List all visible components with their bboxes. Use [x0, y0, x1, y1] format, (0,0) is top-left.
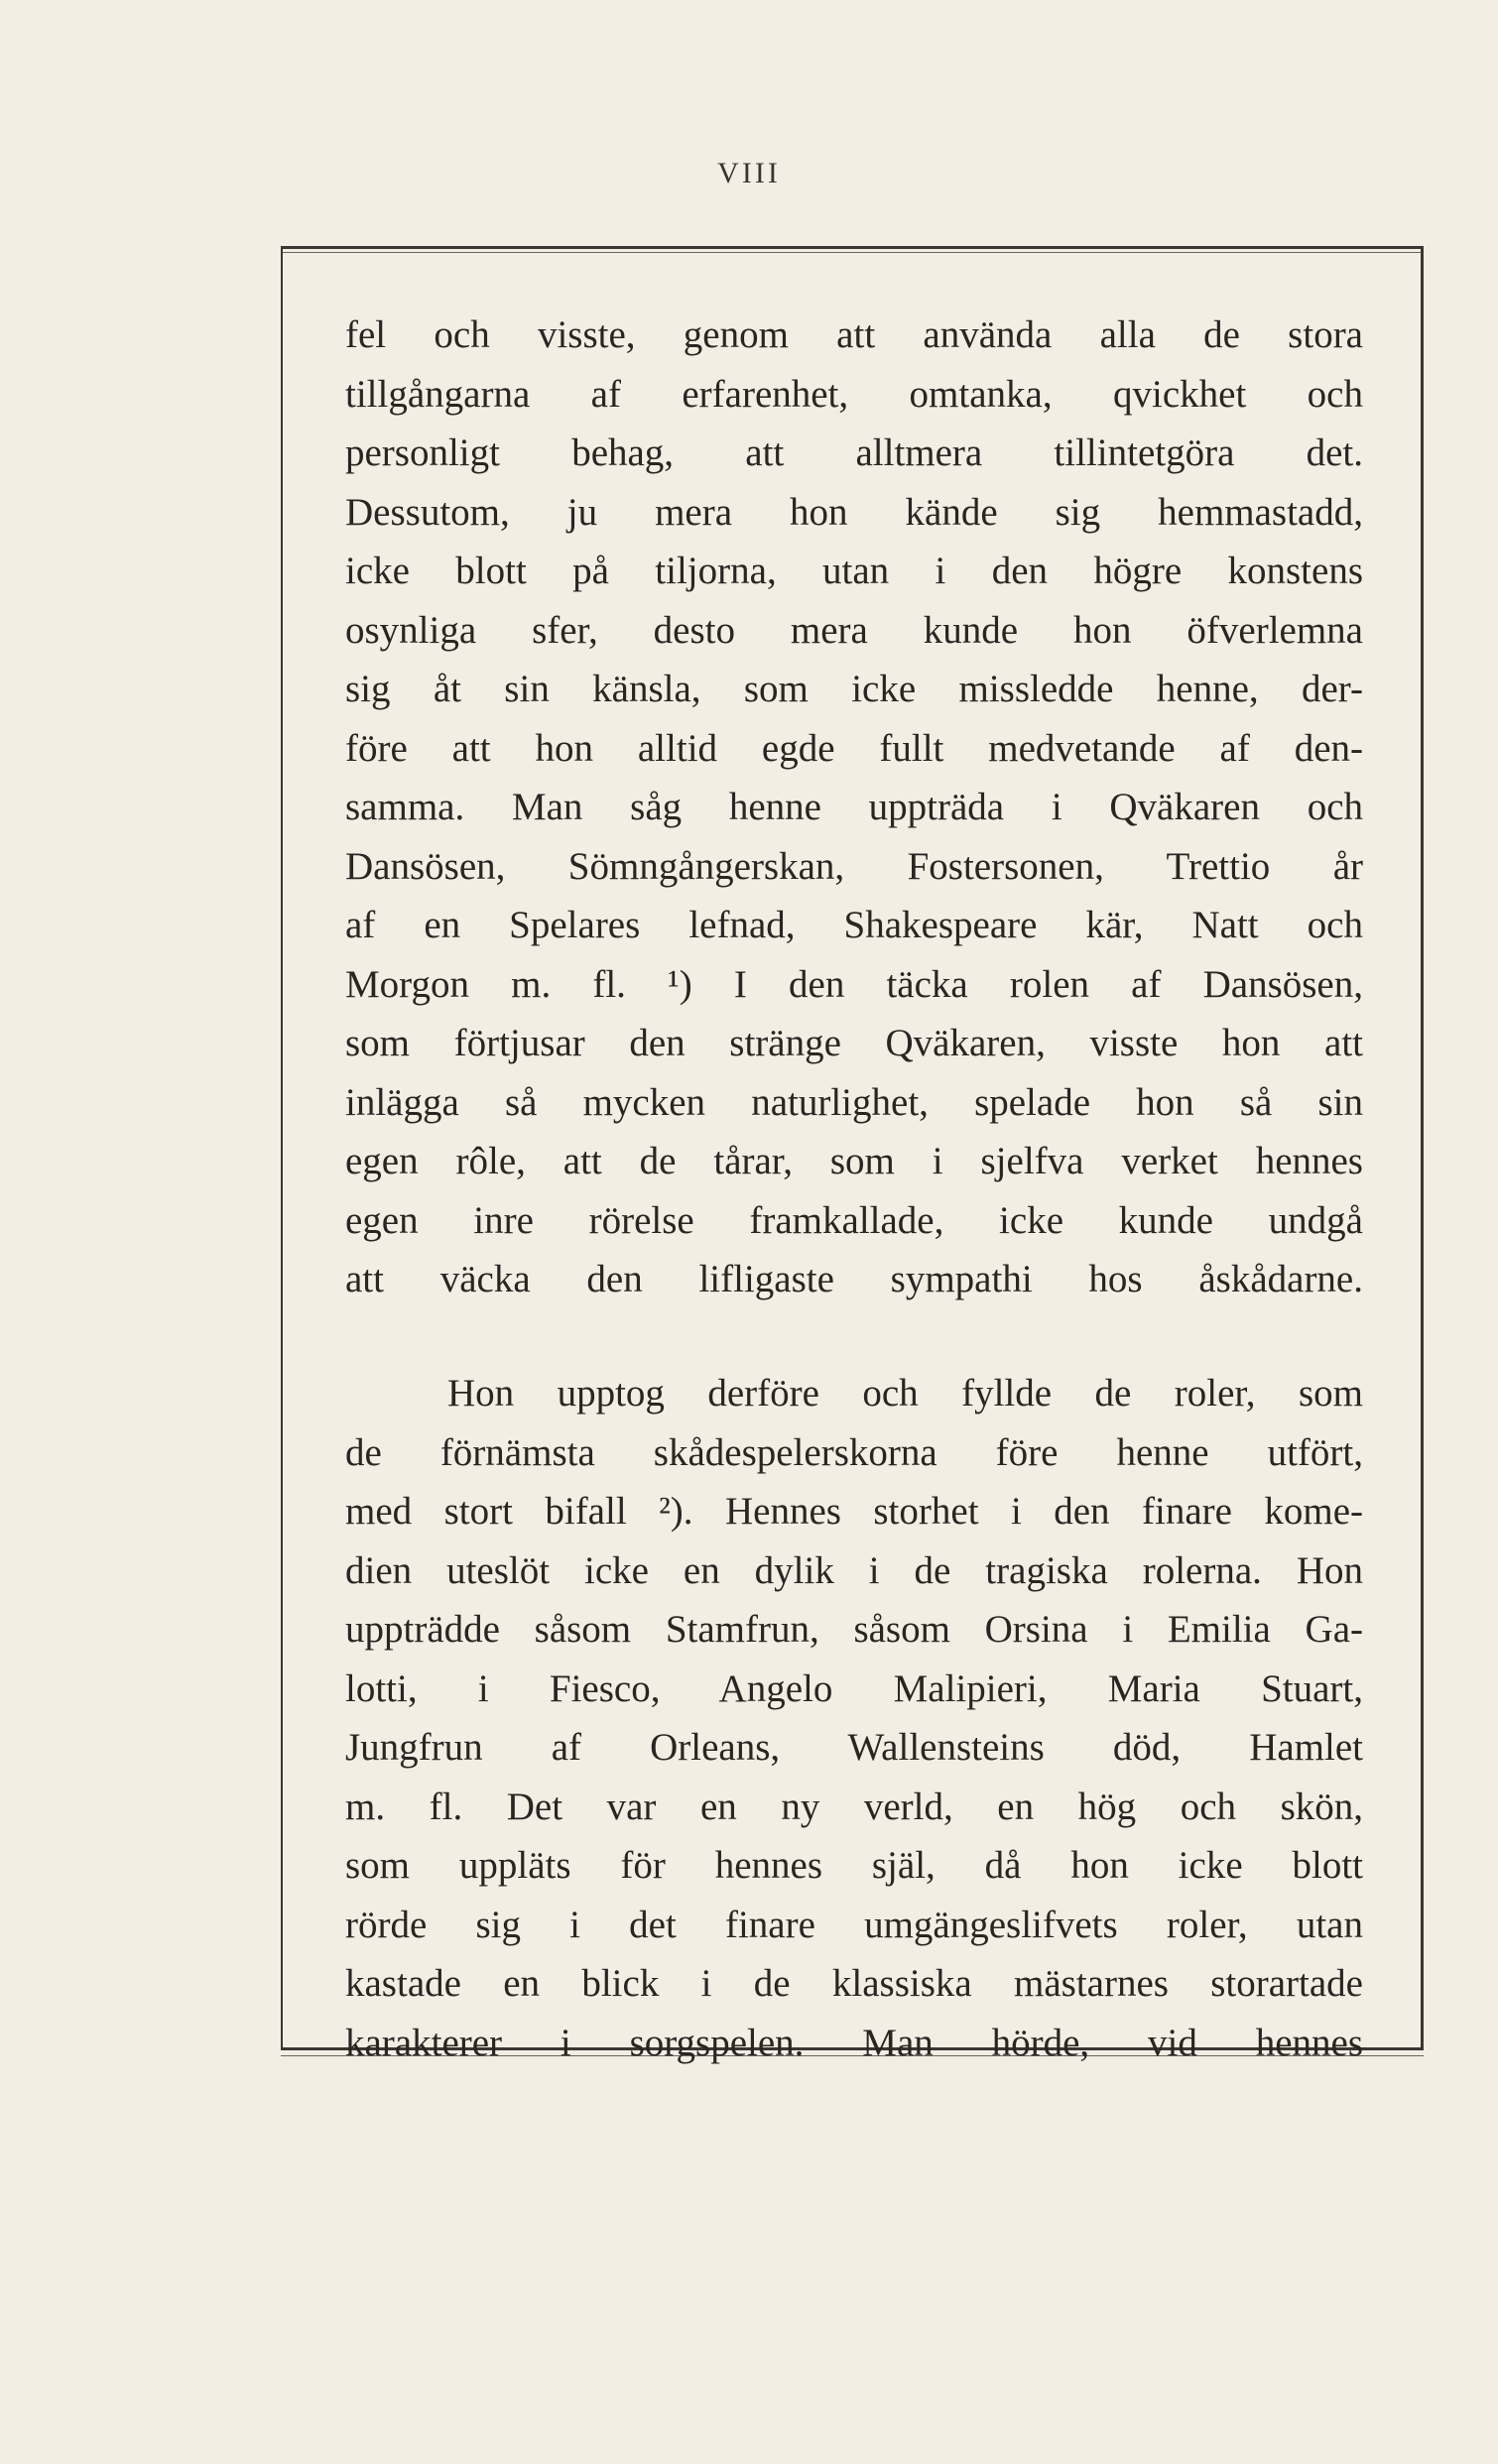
text-line: att väcka den lifligaste sympathi hos åskådarne. — [345, 1258, 1363, 1300]
text-line: egen rôle, att de tårar, som i sjelfva verket hennes — [345, 1140, 1363, 1182]
paragraph-1 — [345, 306, 1363, 1309]
paragraph-2 — [345, 1364, 1363, 2072]
text-line: osynliga sfer, desto mera kunde hon öfverlemna — [345, 608, 1363, 652]
text-line: som förtjusar den stränge Qväkaren, visste hon att — [345, 1022, 1363, 1064]
text-line: fel och visste, genom att använda alla de stora — [345, 313, 1363, 356]
text-line: af en Spelares lefnad, Shakespeare kär, Natt och — [345, 904, 1363, 946]
frame-right-rule — [1421, 246, 1424, 2047]
text-line: lotti, i Fiesco, Angelo Malipieri, Maria Stuart, — [345, 1666, 1363, 1710]
frame-top-rule — [281, 246, 1424, 249]
text-line: tillgångarna af erfarenhet, omtanka, qvickhet och — [345, 372, 1363, 416]
text-line: som uppläts för hennes själ, då hon icke blott — [345, 1844, 1363, 1887]
text-line: Hon upptog derföre och fyllde de roler, som — [447, 1372, 1363, 1415]
text-line: Morgon m. fl. ¹) I den täcka rolen af Dansösen, — [345, 962, 1363, 1006]
text-line: kastade en blick i de klassiska mästarnes storartade — [345, 1962, 1363, 2005]
text-line: Jungfrun af Orleans, Wallensteins död, Hamlet — [345, 1726, 1363, 1769]
text-line: före att hon alltid egde fullt medvetande af den- — [345, 726, 1363, 770]
text-line: egen inre rörelse framkallade, icke kunde undgå — [345, 1198, 1363, 1242]
page-number: VIII — [717, 157, 781, 189]
text-line: Dessutom, ju mera hon kände sig hemmastadd, — [345, 490, 1363, 534]
text-line: dien uteslöt icke en dylik i de tragiska rolerna. Hon — [345, 1548, 1363, 1592]
text-line: karakterer i sorgspelen. Man hörde, vid hennes — [345, 2021, 1363, 2064]
text-line: Dansösen, Sömngångerskan, Fostersonen, Trettio år — [345, 844, 1363, 888]
frame-left-rule — [281, 246, 283, 2047]
frame-top-inner-rule — [281, 252, 1424, 253]
text-line: uppträdde såsom Stamfrun, såsom Orsina i Emilia Ga- — [345, 1608, 1363, 1651]
text-line: sig åt sin känsla, som icke missledde henne, der- — [345, 668, 1363, 710]
text-line: icke blott på tiljorna, utan i den högre konstens — [345, 550, 1363, 592]
text-line: samma. Man såg henne uppträda i Qväkaren och — [345, 786, 1363, 828]
text-line: inlägga så mycken naturlighet, spelade hon så sin — [345, 1080, 1363, 1124]
text-line: de förnämsta skådespelerskorna före henne utfört, — [345, 1430, 1363, 1474]
text-line: rörde sig i det finare umgängeslifvets roler, utan — [345, 1903, 1363, 1946]
text-line: m. fl. Det var en ny verld, en hög och skön, — [345, 1785, 1363, 1828]
text-line: personligt behag, att alltmera tillintetgöra det. — [345, 431, 1363, 474]
text-line: med stort bifall ²). Hennes storhet i den finare kome- — [345, 1490, 1363, 1533]
